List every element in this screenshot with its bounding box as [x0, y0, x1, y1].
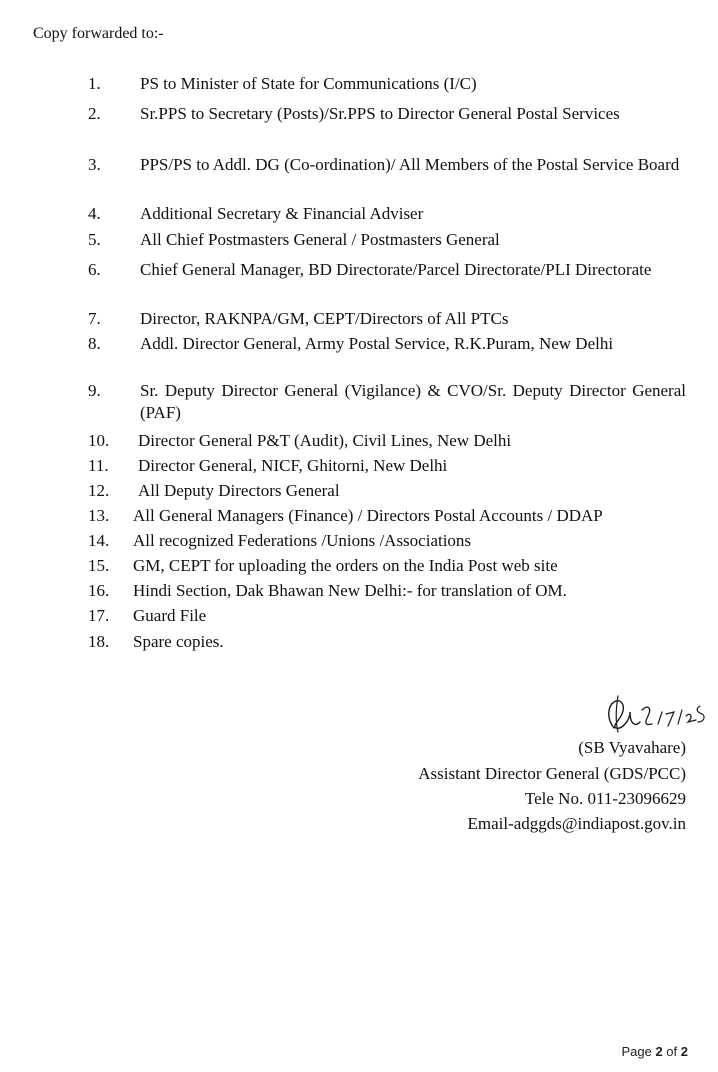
list-item-number: 3.	[88, 155, 101, 174]
list-item-text: Guard File	[133, 606, 207, 625]
list-item-text: All recognized Federations /Unions /Associations	[133, 531, 472, 550]
list-item-text: Sr.PPS to Secretary (Posts)/Sr.PPS to Director General Postal Services	[140, 104, 620, 123]
page-number-prefix: Page	[621, 1044, 652, 1059]
list-item-text: Director General, NICF, Ghitorni, New Delhi	[138, 456, 448, 475]
list-item-number: 2.	[88, 104, 101, 123]
list-item-number: 5.	[88, 230, 101, 249]
list-item-number: 8.	[88, 334, 101, 353]
list-item-text: Sr. Deputy Director General (Vigilance) & CVO/Sr. Deputy Director General (PAF)	[140, 381, 686, 422]
signatory-email: Email-adggds@indiapost.gov.in	[467, 814, 686, 833]
list-item-text: Additional Secretary & Financial Adviser	[140, 204, 424, 223]
list-item-text: All Deputy Directors General	[138, 481, 340, 500]
list-item-number: 10.	[88, 431, 110, 450]
list-item-number: 17.	[88, 606, 110, 625]
list-item-text: GM, CEPT for uploading the orders on the India Post web site	[133, 556, 558, 575]
list-item-number: 9.	[88, 381, 101, 400]
list-item-number: 12.	[88, 481, 110, 500]
list-item-number: 18.	[88, 632, 110, 651]
list-item-number: 4.	[88, 204, 101, 223]
list-item-text: Director General P&T (Audit), Civil Lines, New Delhi	[138, 431, 512, 450]
list-item-text: Spare copies.	[133, 632, 224, 651]
list-item-text: Addl. Director General, Army Postal Service, R.K.Puram, New Delhi	[140, 334, 614, 353]
list-item-number: 1.	[88, 74, 101, 93]
list-item-text: All Chief Postmasters General / Postmasters General	[140, 230, 500, 249]
signatory-name: (SB Vyavahare)	[578, 738, 686, 757]
handwritten-signature	[600, 688, 710, 738]
page-number-current: 2	[655, 1044, 663, 1059]
page-number	[621, 1044, 688, 1060]
list-item-number: 16.	[88, 581, 110, 600]
list-item-number: 15.	[88, 556, 110, 575]
list-item-text: Director, RAKNPA/GM, CEPT/Directors of All PTCs	[140, 309, 509, 328]
signatory-phone: Tele No. 011-23096629	[524, 789, 686, 808]
list-item-number: 7.	[88, 309, 101, 328]
page-number-separator: of	[666, 1044, 678, 1059]
page-number-total: 2	[680, 1044, 688, 1059]
copy-forwarded-heading: Copy forwarded to:-	[33, 25, 164, 42]
list-item-number: 14.	[88, 531, 110, 550]
list-item-number: 6.	[88, 260, 101, 279]
signatory-designation: Assistant Director General (GDS/PCC)	[418, 764, 686, 783]
list-item-text: All General Managers (Finance) / Directors Postal Accounts / DDAP	[133, 506, 603, 525]
list-item-number: 11.	[88, 456, 109, 475]
list-item-number: 13.	[88, 506, 110, 525]
list-item-text: Chief General Manager, BD Directorate/Parcel Directorate/PLI Directorate	[140, 260, 652, 279]
list-item-text: PS to Minister of State for Communications (I/C)	[140, 74, 477, 93]
list-item-text: PPS/PS to Addl. DG (Co-ordination)/ All Members of the Postal Service Board	[140, 155, 680, 174]
list-item-text: Hindi Section, Dak Bhawan New Delhi:- for translation of OM.	[133, 581, 567, 600]
